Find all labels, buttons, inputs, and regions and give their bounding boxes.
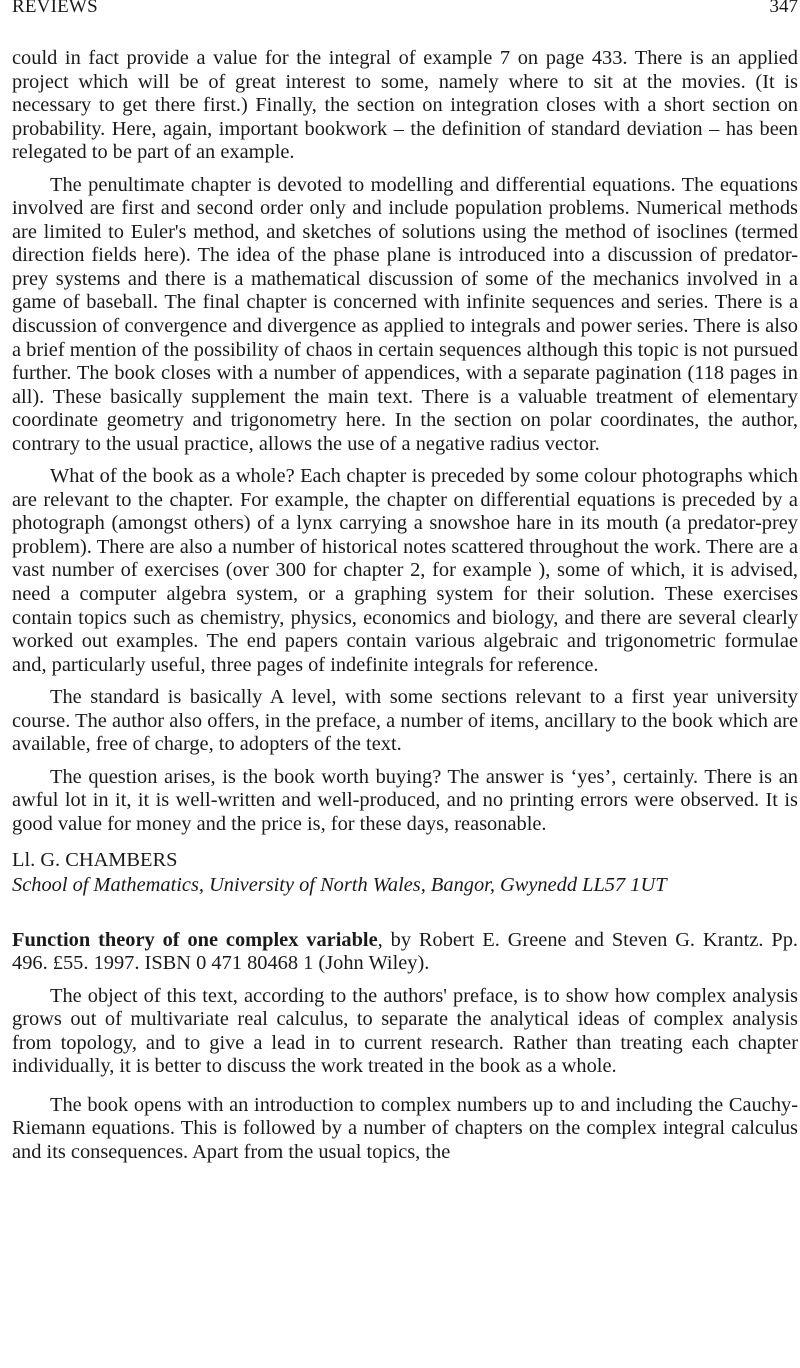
book-title: Function theory of one complex variable (12, 928, 378, 951)
journal-page (12, 0, 798, 1165)
review-paragraph: The penultimate chapter is devoted to modelling and differential equations. The equations involved are first and second order only and include population problems. Numerical methods are limited to Euler's method, and sketches of solutions using the method of isoclines (termed direction fields here). The idea of the phase plane is introduced into a discussion of predator-prey systems and there is a mathematical discussion of some of the mechanics involved in a game of baseball. The final chapter is concerned with infinite sequences and series. There is a discussion of convergence and divergence as applied to integrals and power series. There is also a brief mention of the possibility of chaos in certain sequences although this topic is not pursued further. The book closes with a number of appendices, with a separate pagination (118 pages in all). These basically supplement the main text. There is a valuable treatment of elementary coordinate geometry and trigonometry here. In the section on polar coordinates, the author, contrary to the usual practice, allows the use of a negative radius vector. (12, 173, 799, 455)
running-head (12, 0, 798, 30)
reviewer-name: Ll. G. CHAMBERS (12, 848, 178, 871)
section-title: REVIEWS (12, 0, 98, 17)
review-paragraph: could in fact provide a value for the integral of example 7 on page 433. There is an applied project which will be of great interest to some, namely where to sit at the movies. (It is necessary to get there first.) Finally, the section on integration closes with a short section on probability. Here, again, important bookwork – the definition of standard deviation – has been relegated to be part of an example. (12, 47, 798, 164)
review-chambers (12, 47, 798, 898)
review-greene-krantz (12, 929, 798, 1165)
review-paragraph: The standard is basically A level, with some sections relevant to a first year university course. The author also offers, in the preface, a number of items, ancillary to the book which are available, free of charge, to adopters of the text. (12, 686, 798, 756)
book-citation: , by Robert E. Greene and Steven G. Krantz. Pp. 496. £55. 1997. ISBN 0 471 80468 1 (John Wiley). (12, 928, 799, 975)
review-paragraph: What of the book as a whole? Each chapter is preceded by some colour photographs which are relevant to the chapter. For example, the chapter on differential equations is preceded by a photograph (amongst others) of a lynx carrying a snowshoe hare in its mouth (a predator-prey problem). There are also a number of historical notes scattered throughout the work. There are a vast number of exercises (over 300 for chapter 2, for example ), some of which, it is advised, need a computer algebra system, or a graphing system for their solution. These exercises contain topics such as chemistry, physics, economics and biology, and there are several clearly worked out examples. The end papers contain various algebraic and trigonometric formulae and, particularly useful, three pages of indefinite integrals for reference. (12, 465, 798, 676)
review-paragraph: The object of this text, according to the authors' preface, is to show how complex analysis grows out of multivariate real calculus, to separate the analytical ideas of complex analysis from topology, and to give a lead in to current research. Rather than treating each chapter individually, it is better to discuss the work treated in the book as a whole. (12, 984, 798, 1078)
page-number: 347 (769, 0, 798, 17)
reviewer-affiliation: School of Mathematics, University of North Wales, Bangor, Gwynedd LL57 1UT (12, 874, 667, 897)
review-paragraph: The book opens with an introduction to complex numbers up to and including the Cauchy-Riemann equations. This is followed by a number of chapters on the complex integral calculus and its consequences. Apart from the usual topics, the (12, 1093, 798, 1163)
book-heading (12, 929, 798, 976)
review-paragraph: The question arises, is the book worth buying? The answer is ‘yes’, certainly. There is an awful lot in it, it is well-written and well-produced, and no printing errors were observed. It is good value for money and the price is, for these days, reasonable. (12, 765, 798, 835)
